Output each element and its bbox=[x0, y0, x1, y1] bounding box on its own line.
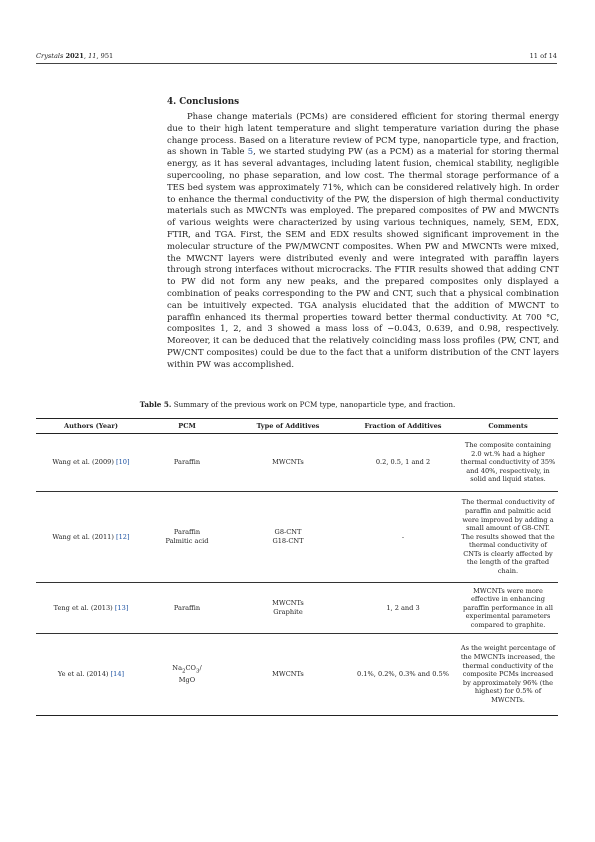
comment-text: MWCNTs were more effective in enhancing paraffin performance in all experimental parameters compared to graphite. bbox=[463, 586, 553, 629]
additive-line: G18-CNT bbox=[272, 537, 304, 545]
pcm-formula-part: / bbox=[199, 664, 202, 673]
additive-line: G8-CNT bbox=[274, 528, 302, 537]
cell-pcm: Paraffin bbox=[146, 583, 228, 634]
pcm-formula-part: Na bbox=[172, 664, 182, 673]
section-title: 4. Conclusions bbox=[167, 97, 240, 107]
citation-link[interactable]: [12] bbox=[116, 532, 130, 541]
table-reference-link[interactable]: 5 bbox=[247, 146, 254, 157]
header-rule bbox=[36, 63, 557, 64]
cell-fraction: - bbox=[348, 492, 458, 583]
comment-text: The thermal conductivity of paraffin and palmitic acid were improved by adding a small amount of G8-CNT. The results showed that the thermal conductivity of CNTs is clearly affected by the length of the grafted chain. bbox=[461, 498, 555, 576]
citation-link[interactable]: [14] bbox=[110, 670, 125, 679]
caption-label: Table 5. bbox=[139, 400, 172, 409]
journal-citation: Crystals 2021, 11, 951 bbox=[36, 52, 114, 60]
cell-comments bbox=[458, 492, 558, 583]
author-text: Wang et al. (2011) bbox=[52, 532, 117, 541]
table-caption bbox=[0, 400, 595, 409]
table-row bbox=[36, 583, 558, 634]
header-pcm: PCM bbox=[146, 419, 228, 434]
article-number: 951 bbox=[100, 52, 114, 60]
cell-additives: MWCNTs bbox=[228, 634, 348, 716]
cell-pcm bbox=[146, 492, 228, 583]
journal-volume: 11 bbox=[88, 52, 97, 60]
journal-name: Crystals bbox=[36, 52, 64, 60]
header-fraction: Fraction of Additives bbox=[348, 419, 458, 434]
citation-link[interactable]: [13] bbox=[114, 603, 129, 612]
pcm-formula-part: CO bbox=[185, 664, 196, 673]
cell-fraction: 0.1%, 0.2%, 0.3% and 0.5% bbox=[348, 634, 458, 716]
cell-author bbox=[36, 634, 146, 716]
page-header bbox=[36, 52, 557, 60]
cell-comments bbox=[458, 583, 558, 634]
journal-year: 2021 bbox=[65, 52, 84, 60]
citation-link[interactable]: [10] bbox=[116, 458, 130, 467]
additive-line: Graphite bbox=[273, 608, 303, 616]
cell-fraction: 1, 2 and 3 bbox=[348, 583, 458, 634]
table-row bbox=[36, 492, 558, 583]
summary-table bbox=[36, 418, 558, 716]
author-text: Wang et al. (2009) bbox=[52, 458, 117, 467]
header-authors: Authors (Year) bbox=[36, 419, 146, 434]
conclusions-paragraph bbox=[167, 111, 559, 371]
cell-pcm bbox=[146, 634, 228, 716]
pcm-line: Paraffin bbox=[173, 528, 201, 537]
cell-pcm: Paraffin bbox=[146, 434, 228, 492]
paragraph-text-2: , we started studying PW (as a PCM) as a material for storing thermal energy, as it has several advantages, including latent fusion, chemical stability, negligible supercooling, no phase separation, and low cost. The thermal storage performance of a TES bed system was approximately 71%, which can be considered relatively high. In order to enhance the thermal conductivity of the PW, the dispersion of high thermal conductivity materials such as MWCNTs was employed. The prepared composites of PW and MWCNTs of various weights were characterized by using various techniques, namely, SEM, EDX, FTIR, and TGA. First, the SEM and EDX results showed significant improvement in the molecular structure of the PW/MWCNT composites. When PW and MWCNTs were mixed, the MWCNT layers were distributed evenly and were integrated with paraffin layers through strong interfaces without microcracks. The FTIR results showed that adding CNT to PW did not form any new peaks, and the prepared composites only displayed a combination of peaks corresponding to the PW and CNT, such that a physical combination can be intuitively expected. TGA analysis elucidated that the addition of MWCNT to paraffin enhanced its thermal properties toward better thermal conductivity. At 700 °C, composites 1, 2, and 3 showed a mass loss of −0.043, 0.639, and 0.98, respectively. Moreover, it can be deduced that the relatively coinciding mass loss profiles (PW, CNT, and PW/CNT composites) could be due to the fact that a uniform distribution of the CNT layers within PW was accomplished. bbox=[167, 146, 559, 369]
cell-additives bbox=[228, 492, 348, 583]
cell-additives bbox=[228, 583, 348, 634]
cell-author bbox=[36, 492, 146, 583]
cell-additives: MWCNTs bbox=[228, 434, 348, 492]
comment-text: The composite containing 2.0 wt.% had a higher thermal conductivity of 35% and 40%, respectively, in solid and liquid states. bbox=[460, 441, 556, 484]
paragraph-text-1: Phase change materials (PCMs) are considered efficient for storing thermal energy due to their high latent temperature and slight temperature variation during the phase change process. Based on a literature review of PCM type, nanoparticle type, and fraction, as shown in Table bbox=[167, 111, 559, 157]
page-number: 11 of 14 bbox=[529, 52, 557, 60]
author-text: Ye et al. (2014) bbox=[57, 670, 111, 679]
author-text: Teng et al. (2013) bbox=[53, 603, 115, 612]
cell-author bbox=[36, 583, 146, 634]
table-row bbox=[36, 634, 558, 716]
cell-fraction: 0.2, 0.5, 1 and 2 bbox=[348, 434, 458, 492]
additive-line: MWCNTs bbox=[272, 599, 304, 608]
caption-text: Summary of the previous work on PCM type, nanoparticle type, and fraction. bbox=[173, 400, 456, 409]
header-comments: Comments bbox=[458, 419, 558, 434]
cell-comments bbox=[458, 434, 558, 492]
header-additives: Type of Additives bbox=[228, 419, 348, 434]
cell-comments bbox=[458, 634, 558, 716]
comment-text: As the weight percentage of the MWCNTs increased, the thermal conductivity of the composite PCMs increased by approximately 96% (the highest) for 0.5% of MWCNTs. bbox=[460, 644, 556, 704]
pcm-formula-subscript: 3 bbox=[195, 668, 200, 675]
pcm-formula-subscript: 2 bbox=[182, 668, 186, 675]
table-header-row bbox=[36, 419, 558, 434]
pcm-line: MgO bbox=[178, 676, 196, 685]
table-row bbox=[36, 434, 558, 492]
pcm-line: Palmitic acid bbox=[165, 537, 209, 545]
cell-author bbox=[36, 434, 146, 492]
